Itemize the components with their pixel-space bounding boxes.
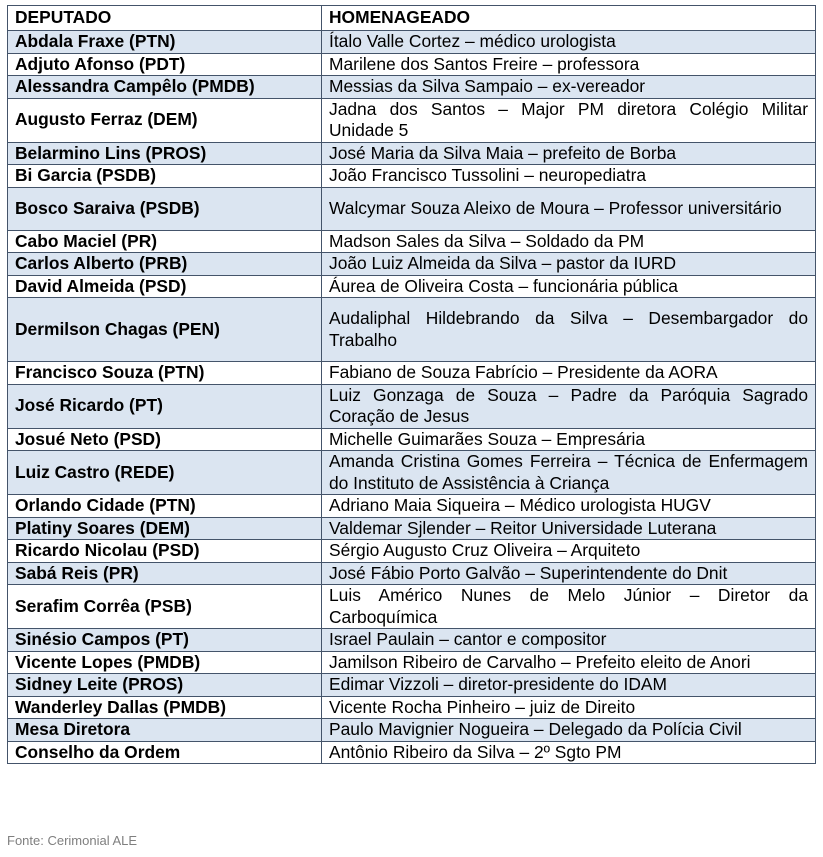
deputado-cell: Wanderley Dallas (PMDB) [8, 696, 322, 719]
homenageado-cell: Ítalo Valle Cortez – médico urologista [322, 31, 816, 54]
homenageado-cell: Adriano Maia Siqueira – Médico urologista HUGV [322, 495, 816, 518]
table-row [8, 98, 816, 142]
deputado-cell: Vicente Lopes (PMDB) [8, 651, 322, 674]
table-row [8, 31, 816, 54]
homenageado-cell: Michelle Guimarães Souza – Empresária [322, 428, 816, 451]
deputado-cell: Francisco Souza (PTN) [8, 362, 322, 385]
table-row [8, 495, 816, 518]
source-caption: Fonte: Cerimonial ALE [7, 833, 138, 848]
homenageado-cell: Walcymar Souza Aleixo de Moura – Professor universitário [322, 187, 816, 230]
deputado-cell: Conselho da Ordem [8, 741, 322, 764]
table-row [8, 585, 816, 629]
deputado-cell: Adjuto Afonso (PDT) [8, 53, 322, 76]
table-body [8, 31, 816, 764]
homenageado-cell: José Fábio Porto Galvão – Superintendente do Dnit [322, 562, 816, 585]
deputado-cell: Alessandra Campêlo (PMDB) [8, 76, 322, 99]
table-row [8, 719, 816, 742]
deputado-cell: Belarmino Lins (PROS) [8, 142, 322, 165]
table-row [8, 562, 816, 585]
honorees-table [7, 5, 816, 764]
table-row [8, 76, 816, 99]
homenageado-cell: Antônio Ribeiro da Silva – 2º Sgto PM [322, 741, 816, 764]
table-row [8, 517, 816, 540]
homenageado-cell: Jamilson Ribeiro de Carvalho – Prefeito eleito de Anori [322, 651, 816, 674]
deputado-cell: Luiz Castro (REDE) [8, 451, 322, 495]
homenageado-cell: Luis Américo Nunes de Melo Júnior – Diretor da Carboquímica [322, 585, 816, 629]
homenageado-cell: Valdemar Sjlender – Reitor Universidade Luterana [322, 517, 816, 540]
homenageado-cell: Amanda Cristina Gomes Ferreira – Técnica de Enfermagem do Instituto de Assistência à Criança [322, 451, 816, 495]
table-row [8, 362, 816, 385]
table-row [8, 187, 816, 230]
homenageado-cell: Vicente Rocha Pinheiro – juiz de Direito [322, 696, 816, 719]
table-row [8, 298, 816, 362]
homenageado-cell: Áurea de Oliveira Costa – funcionária pública [322, 275, 816, 298]
deputado-cell: Sinésio Campos (PT) [8, 629, 322, 652]
table-row [8, 674, 816, 697]
deputado-cell: Josué Neto (PSD) [8, 428, 322, 451]
table-row [8, 540, 816, 563]
homenageado-cell: Audaliphal Hildebrando da Silva – Desembargador do Trabalho [322, 298, 816, 362]
homenageado-cell: Paulo Mavignier Nogueira – Delegado da Polícia Civil [322, 719, 816, 742]
table-row [8, 629, 816, 652]
deputado-cell: Platiny Soares (DEM) [8, 517, 322, 540]
table-row [8, 165, 816, 188]
deputado-cell: Sidney Leite (PROS) [8, 674, 322, 697]
deputado-cell: Mesa Diretora [8, 719, 322, 742]
deputado-cell: Sabá Reis (PR) [8, 562, 322, 585]
deputado-cell: Orlando Cidade (PTN) [8, 495, 322, 518]
table-row [8, 230, 816, 253]
homenageado-cell: José Maria da Silva Maia – prefeito de Borba [322, 142, 816, 165]
deputado-cell: Cabo Maciel (PR) [8, 230, 322, 253]
homenageado-cell: Jadna dos Santos – Major PM diretora Colégio Militar Unidade 5 [322, 98, 816, 142]
table-row [8, 741, 816, 764]
homenageado-cell: Madson Sales da Silva – Soldado da PM [322, 230, 816, 253]
table-row [8, 53, 816, 76]
table-row [8, 651, 816, 674]
table-row [8, 253, 816, 276]
deputado-cell: Dermilson Chagas (PEN) [8, 298, 322, 362]
table-row [8, 696, 816, 719]
homenageado-cell: Israel Paulain – cantor e compositor [322, 629, 816, 652]
homenageado-cell: João Francisco Tussolini – neuropediatra [322, 165, 816, 188]
deputado-cell: Serafim Corrêa (PSB) [8, 585, 322, 629]
table-header-row [8, 6, 816, 31]
homenageado-cell: Fabiano de Souza Fabrício – Presidente da AORA [322, 362, 816, 385]
homenageado-cell: Marilene dos Santos Freire – professora [322, 53, 816, 76]
homenageado-cell: Luiz Gonzaga de Souza – Padre da Paróquia Sagrado Coração de Jesus [322, 384, 816, 428]
homenageado-cell: João Luiz Almeida da Silva – pastor da IURD [322, 253, 816, 276]
deputado-cell: Carlos Alberto (PRB) [8, 253, 322, 276]
homenageado-cell: Sérgio Augusto Cruz Oliveira – Arquiteto [322, 540, 816, 563]
deputado-cell: Bosco Saraiva (PSDB) [8, 187, 322, 230]
deputado-cell: Bi Garcia (PSDB) [8, 165, 322, 188]
table-row [8, 428, 816, 451]
deputado-cell: Augusto Ferraz (DEM) [8, 98, 322, 142]
table-row [8, 384, 816, 428]
table-row [8, 451, 816, 495]
deputado-cell: Abdala Fraxe (PTN) [8, 31, 322, 54]
column-header-homenageado: HOMENAGEADO [322, 6, 816, 31]
homenageado-cell: Messias da Silva Sampaio – ex-vereador [322, 76, 816, 99]
column-header-deputado: DEPUTADO [8, 6, 322, 31]
deputado-cell: Ricardo Nicolau (PSD) [8, 540, 322, 563]
deputado-cell: José Ricardo (PT) [8, 384, 322, 428]
table-row [8, 142, 816, 165]
deputado-cell: David Almeida (PSD) [8, 275, 322, 298]
table-row [8, 275, 816, 298]
homenageado-cell: Edimar Vizzoli – diretor-presidente do IDAM [322, 674, 816, 697]
